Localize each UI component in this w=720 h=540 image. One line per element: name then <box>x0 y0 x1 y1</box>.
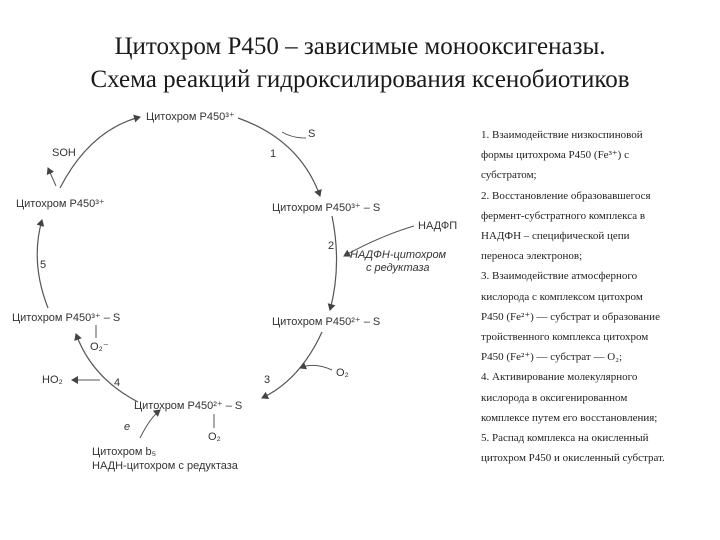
substrate-in-arrow <box>282 132 306 138</box>
o2-bound-label: O₂ <box>208 431 221 443</box>
substrate-label: S <box>308 128 316 140</box>
step-3-label: 3 <box>264 374 271 386</box>
o2-in-arrow <box>300 365 332 370</box>
node-p450-3-s-o2: Цитохром Р450³⁺ – S <box>12 312 121 324</box>
nadh-reductase-label: НАДН-цитохром с редуктаза <box>92 460 238 472</box>
node-p450-3-s: Цитохром Р450³⁺ – S <box>272 202 381 214</box>
note-line: 5. Распад комплекса на окисленный <box>481 432 649 445</box>
note-line: Р450 (Fe²⁺) — субстрат — O₂; <box>481 351 623 364</box>
nadph-reductase-line-1: НАДФН-цитохром <box>350 249 447 261</box>
note-line: 2. Восстановление образовавшегося <box>481 189 651 202</box>
note-line: фермент-субстратного комплекса в <box>481 209 646 222</box>
note-line: 3. Взаимодействие атмосферного <box>481 270 638 283</box>
note-line: кислорода в оксигенированном <box>481 391 628 404</box>
note-step-4 <box>481 367 717 428</box>
cycle-arc-right-upper <box>330 216 337 310</box>
note-line: субстратом; <box>481 169 537 182</box>
node-p450-2-s: Цитохром Р450²⁺ – S <box>272 316 381 328</box>
note-step-2 <box>481 186 717 267</box>
note-step-3 <box>481 266 717 367</box>
step-2-label: 2 <box>328 240 335 252</box>
node-p450-left: Цитохром Р450³⁺ <box>16 198 105 210</box>
note-line: Р450 (Fe²⁺) — субстрат и образование <box>481 310 660 323</box>
nadph-reductase-line-2: с редуктаза <box>366 262 430 274</box>
note-line: НАДФН – специфической цепи <box>481 230 630 243</box>
step-1-label: 1 <box>270 148 277 160</box>
steps-description <box>481 125 717 468</box>
note-line: формы цитохрома Р450 (Fe³⁺) с <box>481 149 629 162</box>
note-line: кислорода с комплексом цитохром <box>481 290 643 303</box>
note-line: тройственного комплекса цитохром <box>481 331 649 344</box>
node-p450-top: Цитохром Р450³⁺ <box>146 111 235 123</box>
note-step-5 <box>481 428 717 468</box>
ho2-label: HO₂ <box>42 374 63 386</box>
node-p450-2-s-o2: Цитохром Р450²⁺ – S <box>134 400 243 412</box>
note-step-1 <box>481 125 717 186</box>
electron-label: e <box>124 421 131 433</box>
o2-minus-label: O₂⁻ <box>90 341 109 353</box>
note-line: 1. Взаимодействие низкоспиновой <box>481 129 643 141</box>
nadfp-label: НАДФП <box>418 220 458 232</box>
note-line: цитохром Р450 и окисленный субстрат. <box>481 452 665 465</box>
title-line-2: Схема реакций гидроксилирования ксенобиотиков <box>90 66 630 93</box>
step-4-label: 4 <box>114 377 121 389</box>
title-line-1: Цитохром Р450 – зависимые монооксигеназы. <box>114 33 606 60</box>
note-line: комплексе путем его восстановления; <box>481 411 658 424</box>
soh-arrow <box>48 168 56 186</box>
electron-arrow <box>140 410 160 438</box>
soh-label: SOH <box>52 147 76 159</box>
note-line: переноса электронов; <box>481 250 583 263</box>
cyt-b5-label: Цитохром b₅ <box>92 446 157 458</box>
o2-in-label: O₂ <box>336 367 349 379</box>
note-line: 4. Активирование молекулярного <box>481 371 638 384</box>
step-5-label: 5 <box>40 259 47 271</box>
